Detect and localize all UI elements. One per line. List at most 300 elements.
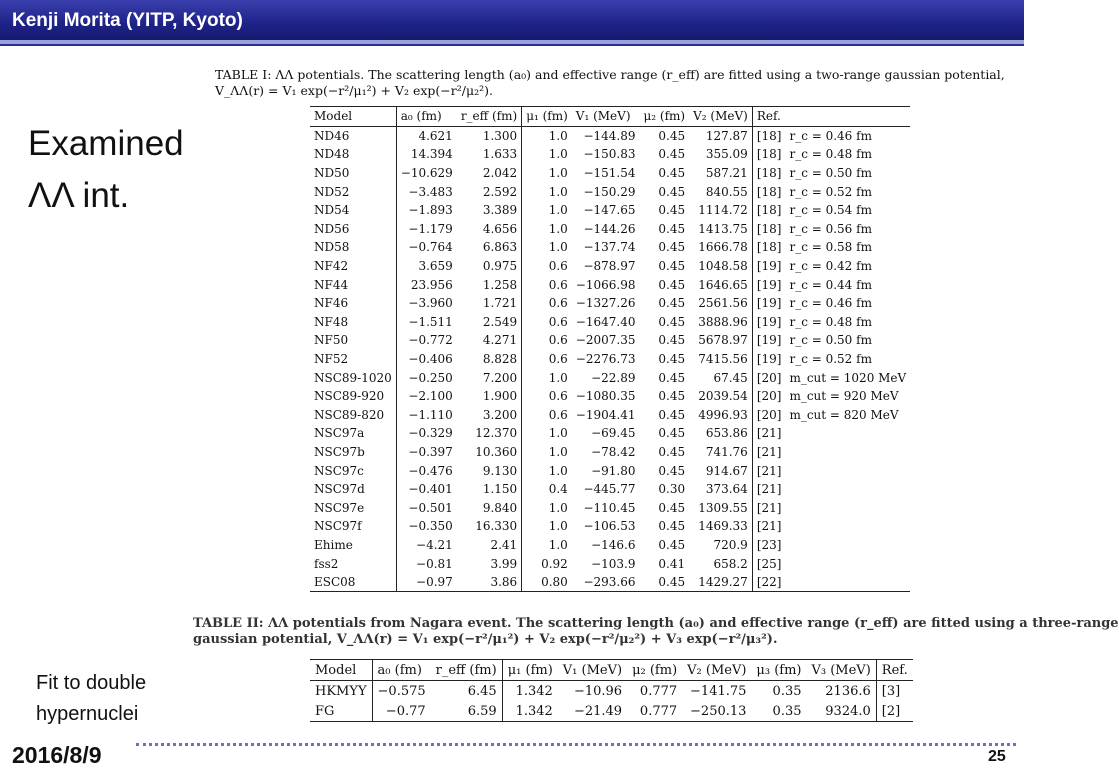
table1-caption (215, 67, 1015, 99)
table-cell: −0.406 (408, 352, 453, 367)
table-row (310, 701, 913, 722)
table-cell: −141.75 (690, 683, 747, 699)
table-cell: −144.89 (583, 128, 636, 143)
table-cell: 1646.65 (689, 275, 752, 294)
table-cell: 1413.75 (689, 220, 752, 239)
model-name-cell: HKMYY (310, 681, 372, 702)
col-header-ref: Ref. (752, 107, 910, 127)
table-cell: r_c = 0.42 fm (789, 259, 872, 274)
table-row (310, 387, 910, 406)
col-header-reff: r_eff (fm) (457, 107, 522, 127)
table-cell: −69.45 (591, 426, 636, 441)
table-cell: 6.59 (431, 701, 503, 722)
table-cell: [22] (752, 573, 785, 592)
potentials-table (310, 106, 910, 592)
model-name-cell: NSC89-1020 (310, 368, 396, 387)
table-cell: 373.64 (689, 480, 752, 499)
table-cell: 2.592 (457, 182, 522, 201)
table-cell: −21.49 (558, 701, 627, 722)
table-cell: −878.97 (583, 259, 636, 274)
table-cell: 0.35 (751, 701, 806, 722)
table-cell: r_c = 0.56 fm (789, 221, 872, 236)
table-cell: −1.110 (408, 407, 453, 422)
table-cell: [21] (756, 463, 782, 478)
table-cell: −106.53 (583, 519, 636, 534)
table-cell: 1.0 (548, 184, 568, 199)
col-header-v1: V₁ (MeV) (558, 660, 627, 681)
table-cell: 1.0 (548, 463, 568, 478)
table-cell: 0.6 (548, 352, 568, 367)
model-name-cell: NF48 (310, 313, 396, 332)
model-name-cell: NF46 (310, 294, 396, 313)
table-cell: 7415.56 (689, 350, 752, 369)
table-cell: [20] (756, 407, 782, 422)
col-header-a0: a₀ (fm) (396, 107, 457, 127)
col-header-mu2: μ₂ (fm) (639, 107, 689, 127)
table-cell: 0.41 (658, 556, 686, 571)
table-cell: [19] (756, 259, 782, 274)
table-cell: −150.83 (583, 147, 636, 162)
table-cell: −0.329 (408, 426, 453, 441)
table-cell: −2276.73 (575, 352, 636, 367)
table-cell: 0.45 (658, 519, 686, 534)
table-cell (785, 424, 910, 443)
table-cell: 1.0 (548, 203, 568, 218)
table-cell: 2.042 (457, 164, 522, 183)
model-name-cell: ND54 (310, 201, 396, 220)
col-header-v2: V₂ (MeV) (689, 107, 752, 127)
slide-title-line2: ΛΛ int. (28, 176, 130, 215)
table-row (310, 554, 910, 573)
table-cell: −0.764 (408, 240, 453, 255)
table1-caption-line2: V_ΛΛ(r) = V₁ exp(−r²/μ₁²) + V₂ exp(−r²/μ₂²). (215, 83, 493, 98)
table-row (310, 238, 910, 257)
table-cell: 127.87 (689, 126, 752, 145)
model-name-cell: NF52 (310, 350, 396, 369)
table-cell: 1.0 (548, 370, 568, 385)
table-cell: 0.6 (548, 314, 568, 329)
table-row (310, 517, 910, 536)
table-cell: 0.45 (658, 277, 686, 292)
table-header-row (310, 660, 913, 681)
table-cell: 840.55 (689, 182, 752, 201)
model-name-cell: ND46 (310, 126, 396, 145)
table-cell (785, 517, 910, 536)
table-cell: −150.29 (583, 184, 636, 199)
table-cell: 0.45 (658, 221, 686, 236)
col-header-mu3: μ₃ (fm) (751, 660, 806, 681)
table-cell: −0.476 (408, 463, 453, 478)
table-cell: −3.483 (408, 184, 453, 199)
table-cell: r_c = 0.46 fm (789, 128, 872, 143)
table-cell: r_c = 0.48 fm (789, 314, 872, 329)
nagara-potentials-table (310, 659, 913, 722)
table-cell: 0.45 (658, 147, 686, 162)
table-cell: 1666.78 (689, 238, 752, 257)
model-name-cell: fss2 (310, 554, 396, 573)
table-cell: −3.960 (408, 296, 453, 311)
col-header-v2: V₂ (MeV) (682, 660, 751, 681)
table-cell: 12.370 (457, 424, 522, 443)
table-row (310, 220, 910, 239)
table-cell: 1309.55 (689, 498, 752, 517)
table-cell: r_c = 0.54 fm (789, 203, 872, 218)
col-header-v3: V₃ (MeV) (807, 660, 877, 681)
table-cell: 1.342 (515, 683, 553, 699)
model-name-cell: ND56 (310, 220, 396, 239)
table-cell: 1.0 (548, 221, 568, 236)
table-row (310, 182, 910, 201)
table-cell: 0.777 (639, 683, 678, 699)
model-name-cell: NSC97f (310, 517, 396, 536)
table-cell: −1.179 (408, 221, 453, 236)
table-cell: −10.629 (400, 166, 453, 181)
table-cell: [21] (756, 426, 782, 441)
table-cell: −2.100 (408, 389, 453, 404)
table-cell: 1.0 (548, 166, 568, 181)
table-row (310, 350, 910, 369)
col-header-mu1: μ₁ (fm) (522, 107, 572, 127)
col-header-reff: r_eff (fm) (431, 660, 503, 681)
table-cell: 2.549 (457, 313, 522, 332)
table-cell: 23.956 (410, 277, 453, 292)
table-cell: [21] (756, 482, 782, 497)
table-row (310, 275, 910, 294)
table-cell: 2039.54 (689, 387, 752, 406)
table-cell: [18] (756, 166, 782, 181)
table-cell: 1429.27 (689, 573, 752, 592)
table-cell: r_c = 0.58 fm (789, 240, 872, 255)
table-cell: 10.360 (457, 443, 522, 462)
table-cell: −1066.98 (575, 277, 636, 292)
table-cell: 0.45 (658, 314, 686, 329)
table-cell: 1.900 (457, 387, 522, 406)
table-cell: −445.77 (583, 482, 636, 497)
table-cell: −1904.41 (575, 407, 636, 422)
model-name-cell: NF50 (310, 331, 396, 350)
table-row (310, 313, 910, 332)
model-name-cell: ESC08 (310, 573, 396, 592)
table-row (310, 331, 910, 350)
table-cell: 3.389 (457, 201, 522, 220)
table-cell: −103.9 (591, 556, 636, 571)
table-cell: 1.342 (502, 701, 558, 722)
table-row (310, 126, 910, 145)
table-header-row (310, 107, 910, 127)
table-row (310, 498, 910, 517)
table-cell: 0.45 (658, 333, 686, 348)
table-cell: −0.81 (416, 556, 453, 571)
table-cell: 1.0 (548, 426, 568, 441)
table-cell: 3.200 (457, 406, 522, 425)
table-cell: −0.77 (372, 701, 431, 722)
table-cell: 0.6 (548, 333, 568, 348)
table-cell: [19] (756, 314, 782, 329)
col-header-mu2: μ₂ (fm) (627, 660, 682, 681)
header-title: Kenji Morita (YITP, Kyoto) (12, 10, 243, 31)
fit-note-line2: hypernuclei (36, 703, 139, 725)
table-cell: 720.9 (689, 536, 752, 555)
table-cell: 0.4 (548, 482, 568, 497)
table-cell: [20] (756, 389, 782, 404)
table-row (310, 368, 910, 387)
table-cell: 0.6 (548, 277, 568, 292)
table-cell: −146.6 (591, 537, 636, 552)
table-cell: 3.86 (457, 573, 522, 592)
table-cell: [3] (881, 683, 901, 699)
model-name-cell: ND52 (310, 182, 396, 201)
col-header-v1: V₁ (MeV) (572, 107, 640, 127)
table-cell: [23] (756, 537, 782, 552)
table-cell: 5678.97 (689, 331, 752, 350)
col-header-model: Model (310, 107, 396, 127)
col-header-a0: a₀ (fm) (372, 660, 431, 681)
table-cell: 9.840 (457, 498, 522, 517)
table-cell: 0.6 (548, 389, 568, 404)
table-cell: 6.45 (431, 681, 503, 702)
table-cell: [19] (756, 296, 782, 311)
table-row (310, 294, 910, 313)
table-cell: 0.45 (658, 500, 686, 515)
table-cell (785, 443, 910, 462)
table-cell: 658.2 (689, 554, 752, 573)
table-cell: 9.130 (457, 461, 522, 480)
table-cell: −1327.26 (575, 296, 636, 311)
table-cell: 0.45 (658, 389, 686, 404)
table-cell (785, 554, 910, 573)
table-cell: [21] (756, 444, 782, 459)
table-cell: 0.6 (548, 407, 568, 422)
table-cell: [18] (756, 240, 782, 255)
model-name-cell: NF44 (310, 275, 396, 294)
table-cell: 1469.33 (689, 517, 752, 536)
table-row (310, 461, 910, 480)
table-cell: 16.330 (457, 517, 522, 536)
table-cell: 3.99 (457, 554, 522, 573)
table-cell: r_c = 0.44 fm (789, 277, 872, 292)
model-name-cell: NSC97c (310, 461, 396, 480)
table-cell: 0.45 (658, 259, 686, 274)
model-name-cell: FG (310, 701, 372, 722)
header-divider-dark (0, 44, 1024, 46)
table-row (310, 480, 910, 499)
table-cell: [18] (756, 203, 782, 218)
table-cell: 1.0 (548, 537, 568, 552)
table-cell: 0.45 (658, 444, 686, 459)
table-cell: −0.97 (396, 573, 457, 592)
table-cell: 0.45 (658, 296, 686, 311)
table-cell: 1.721 (457, 294, 522, 313)
table-cell: −78.42 (591, 444, 636, 459)
table-cell: [21] (756, 500, 782, 515)
table-row (310, 406, 910, 425)
table-cell: 355.09 (689, 145, 752, 164)
table2-caption-line1: TABLE II: ΛΛ potentials from Nagara event. The scattering length (a₀) and effective range (r_eff) are fitted using a three-range (193, 616, 1119, 631)
model-name-cell: NSC89-920 (310, 387, 396, 406)
col-header-mu1: μ₁ (fm) (502, 660, 558, 681)
table-cell: −0.397 (408, 444, 453, 459)
table-cell (785, 498, 910, 517)
table-cell: 4996.93 (689, 406, 752, 425)
table-cell: 914.67 (689, 461, 752, 480)
table2-caption (193, 616, 1119, 648)
table-cell: 1.258 (457, 275, 522, 294)
table-cell: 4.621 (418, 128, 453, 143)
model-name-cell: ND58 (310, 238, 396, 257)
table-cell: 2561.56 (689, 294, 752, 313)
table-cell: 0.45 (658, 166, 686, 181)
table-cell: 741.76 (689, 443, 752, 462)
table-cell: 2136.6 (807, 681, 877, 702)
table-cell: 1.300 (457, 126, 522, 145)
model-name-cell: NSC97e (310, 498, 396, 517)
table-cell: 14.394 (410, 147, 453, 162)
table1-caption-line1: TABLE I: ΛΛ potentials. The scattering length (a₀) and effective range (r_eff) are fitted using a two-range gaussian potential, (215, 67, 1005, 82)
table-cell: −1.893 (408, 203, 453, 218)
table-row (310, 257, 910, 276)
table-cell: 0.45 (658, 426, 686, 441)
table-cell: [2] (876, 701, 912, 722)
table-cell: −0.575 (377, 683, 426, 699)
table-row (310, 681, 913, 702)
table-cell: −137.74 (583, 240, 636, 255)
table-cell (785, 480, 910, 499)
table-cell: [18] (756, 184, 782, 199)
table-cell: 587.21 (689, 164, 752, 183)
fit-note (36, 668, 146, 730)
table-cell: 1.150 (457, 480, 522, 499)
table-cell: 1.0 (548, 240, 568, 255)
table-cell: r_c = 0.52 fm (789, 352, 872, 367)
footer-date: 2016/8/9 (12, 742, 102, 768)
table-cell: 0.45 (658, 463, 686, 478)
table-cell: [19] (756, 333, 782, 348)
table-cell: −91.80 (591, 463, 636, 478)
model-name-cell: NSC89-820 (310, 406, 396, 425)
table-cell: [18] (756, 128, 782, 143)
table-cell: 0.6 (548, 296, 568, 311)
table-cell: [18] (756, 221, 782, 236)
table-cell: −0.401 (408, 482, 453, 497)
table-cell: 3888.96 (689, 313, 752, 332)
table-cell: [19] (756, 352, 782, 367)
table-cell: [25] (756, 556, 782, 571)
table-cell: −151.54 (583, 166, 636, 181)
col-header-ref: Ref. (876, 660, 912, 681)
table-cell: 1.0 (548, 519, 568, 534)
table-cell: −0.772 (408, 333, 453, 348)
header-bar (0, 0, 1024, 40)
table-row (310, 443, 910, 462)
table-cell: 0.6 (548, 259, 568, 274)
table-cell: 0.45 (658, 203, 686, 218)
table-cell: 8.828 (457, 350, 522, 369)
table-cell: −293.66 (572, 573, 640, 592)
table-cell: 3.659 (418, 259, 453, 274)
table-cell: 67.45 (689, 368, 752, 387)
table-cell: 6.863 (457, 238, 522, 257)
table-cell: 1.0 (548, 128, 568, 143)
table-cell: −1647.40 (575, 314, 636, 329)
table-cell: [21] (756, 519, 782, 534)
table-cell: m_cut = 1020 MeV (789, 370, 907, 385)
table-cell: m_cut = 920 MeV (789, 389, 899, 404)
page-number: 25 (988, 748, 1006, 765)
table-cell: 1.0 (548, 444, 568, 459)
fit-note-line1: Fit to double (36, 672, 147, 694)
table-cell: 4.271 (457, 331, 522, 350)
table-row (310, 145, 910, 164)
table-cell: 1.0 (548, 500, 568, 515)
table-cell: −250.13 (682, 701, 751, 722)
footer-dotted-line (136, 743, 1016, 746)
table-cell (785, 573, 910, 592)
table-cell: 0.30 (658, 482, 686, 497)
table-cell: 0.45 (658, 352, 686, 367)
model-name-cell: NF42 (310, 257, 396, 276)
table-cell: r_c = 0.50 fm (789, 333, 872, 348)
table-cell (785, 536, 910, 555)
table-cell: −4.21 (416, 537, 453, 552)
table2-caption-line2: gaussian potential, V_ΛΛ(r) = V₁ exp(−r²/μ₁²) + V₂ exp(−r²/μ₂²) + V₃ exp(−r²/μ₃²). (193, 632, 778, 647)
table-cell: −2007.35 (575, 333, 636, 348)
table-cell: −1.511 (408, 314, 453, 329)
table-cell: −110.45 (583, 500, 636, 515)
table-cell: 0.45 (658, 128, 686, 143)
table-cell: 0.975 (457, 257, 522, 276)
table-cell: 7.200 (457, 368, 522, 387)
table-cell: r_c = 0.48 fm (789, 147, 872, 162)
model-name-cell: NSC97d (310, 480, 396, 499)
table-cell: −144.26 (583, 221, 636, 236)
table-cell: 0.777 (627, 701, 682, 722)
table-row (310, 424, 910, 443)
table-cell: 0.35 (772, 683, 802, 699)
table-cell: 1.0 (548, 147, 568, 162)
table-cell: [19] (756, 277, 782, 292)
table-cell: −22.89 (591, 370, 636, 385)
model-name-cell: NSC97b (310, 443, 396, 462)
table-cell: −147.65 (583, 203, 636, 218)
table-cell: 0.45 (658, 184, 686, 199)
model-name-cell: ND48 (310, 145, 396, 164)
table-cell: [20] (756, 370, 782, 385)
model-name-cell: Ehime (310, 536, 396, 555)
table-cell: 0.80 (522, 573, 572, 592)
table-cell: 0.45 (658, 537, 686, 552)
table-cell: r_c = 0.50 fm (789, 166, 872, 181)
table-row (310, 164, 910, 183)
table-cell: r_c = 0.52 fm (789, 184, 872, 199)
table-cell: −10.96 (573, 683, 623, 699)
col-header-model: Model (310, 660, 372, 681)
table-cell: 0.45 (639, 573, 689, 592)
table-cell: r_c = 0.46 fm (789, 296, 872, 311)
table-cell: −0.501 (408, 500, 453, 515)
table-cell: 0.45 (658, 240, 686, 255)
table-cell: 1114.72 (689, 201, 752, 220)
slide-title-line1: Examined (28, 124, 184, 163)
table-row (310, 201, 910, 220)
table-cell: m_cut = 820 MeV (789, 407, 899, 422)
table-cell: 1.633 (457, 145, 522, 164)
table-cell: 2.41 (457, 536, 522, 555)
table-cell: −1080.35 (575, 389, 636, 404)
table-cell: 1048.58 (689, 257, 752, 276)
table-cell: 0.92 (541, 556, 568, 571)
table-row (310, 536, 910, 555)
slide-title (28, 118, 184, 222)
